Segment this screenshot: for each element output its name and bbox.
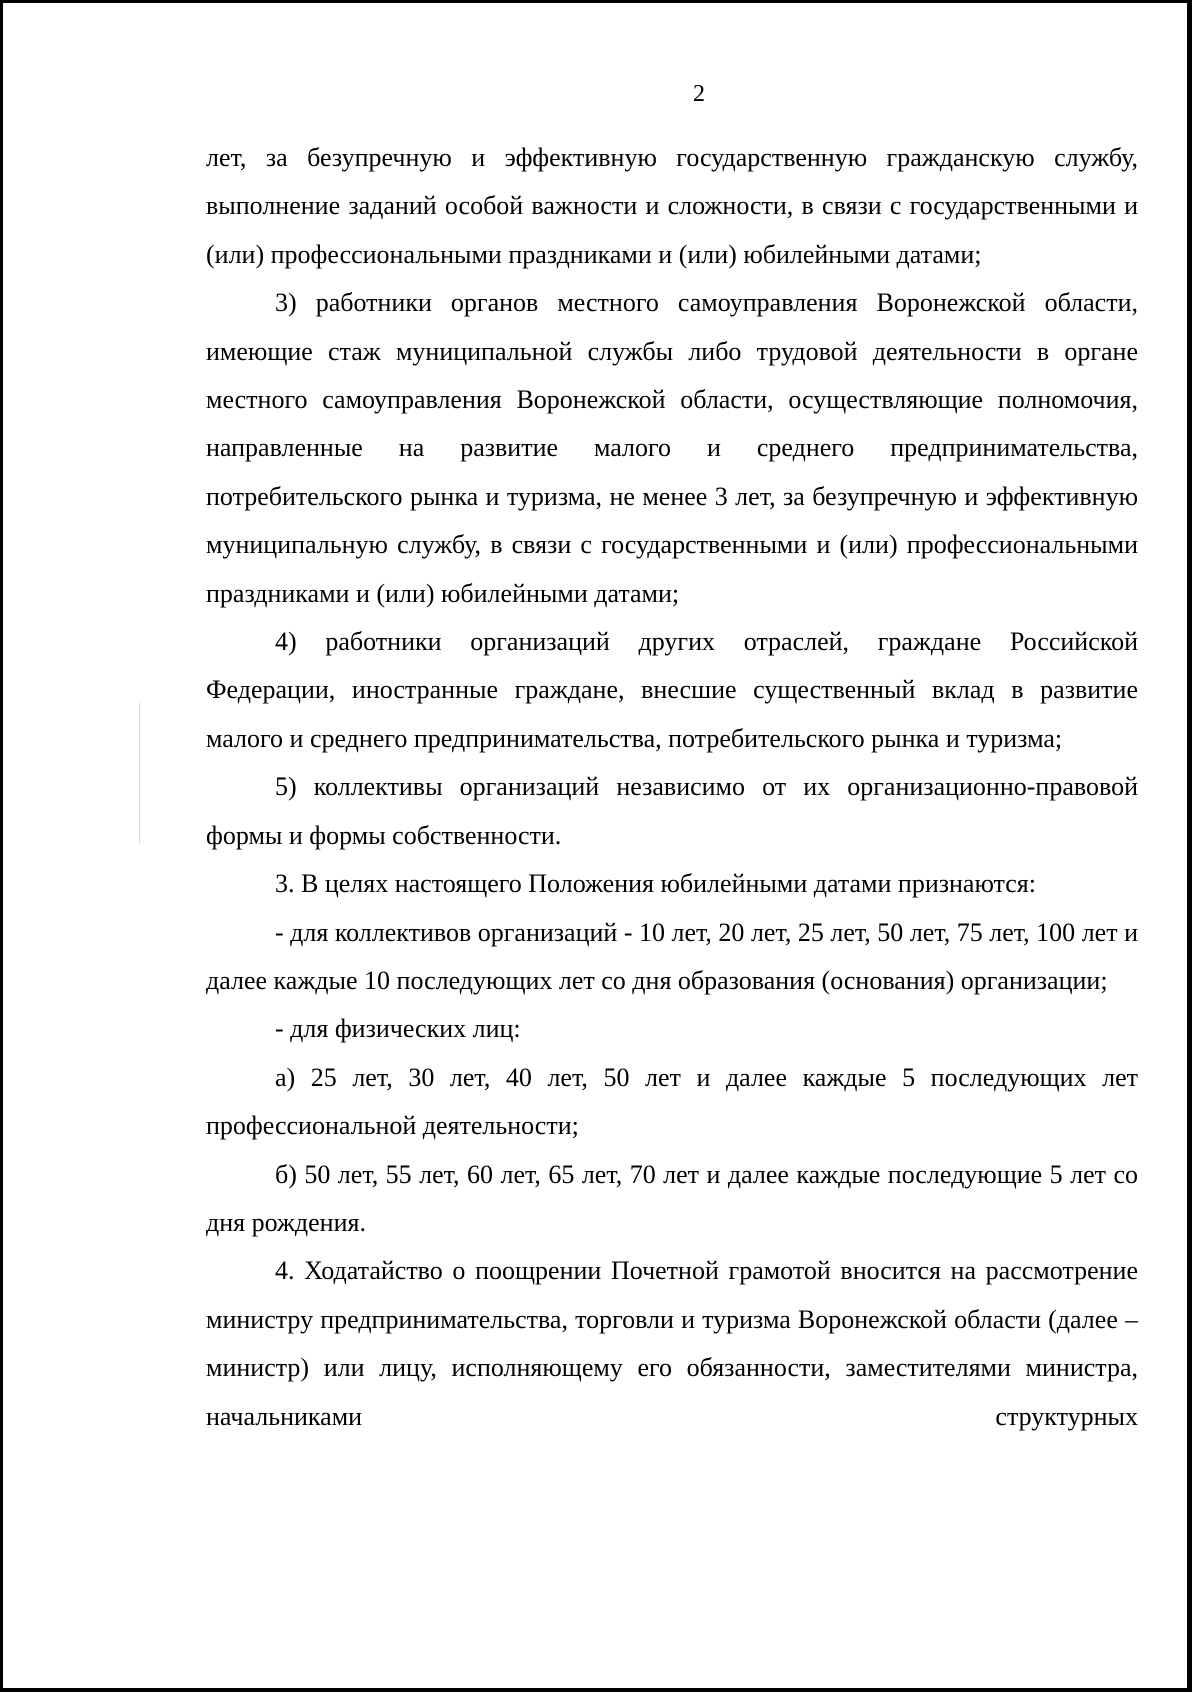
paragraph: лет, за безупречную и эффективную государственную гражданскую службу, выполнение заданий особой важности и сложности, в связи с государственными и (или) профессиональными праздниками и (или) юбилейными датами; — [206, 143, 1138, 269]
paragraph-item-5: 5) коллективы организаций независимо от их организационно-правовой формы и формы собственности. — [206, 772, 1138, 850]
paragraph-section-3: 3. В целях настоящего Положения юбилейными датами признаются: — [275, 869, 1036, 899]
paragraph-collectives-dates: - для коллективов организаций - 10 лет, 20 лет, 25 лет, 50 лет, 75 лет, 100 лет и далее каждые 10 последующих лет со дня образования (основания) организации; — [206, 917, 1138, 995]
paragraph-individuals: - для физических лиц: — [275, 1014, 521, 1044]
paragraph-item-4: 4) работники организаций других отраслей, граждане Российской Федерации, иностранные граждане, внесшие существенный вклад в развитие малого и среднего предпринимательства, потребительского рынка и туризма; — [206, 627, 1138, 753]
scan-artifact-line — [139, 703, 140, 843]
document-body — [206, 134, 1138, 1441]
paragraph-section-4: 4. Ходатайство о поощрении Почетной грамотой вносится на рассмотрение министру предпринимательства, торговли и туризма Воронежской области (далее – министр) или лицу, исполняющему его обязанности, заместителями министра, начальниками структурных — [206, 1256, 1138, 1431]
paragraph-item-3: 3) работники органов местного самоуправления Воронежской области, имеющие стаж муниципальной службы либо трудовой деятельности в органе местного самоуправления Воронежской области, осуществляющие полномочия, направленные на развитие малого и среднего предпринимательства, потребительского рынка и туризма, не менее 3 лет, за безупречную и эффективную муниципальную службу, в связи с государственными и (или) профессиональными праздниками и (или) юбилейными датами; — [206, 288, 1138, 608]
paragraph-subitem-b: б) 50 лет, 55 лет, 60 лет, 65 лет, 70 лет и далее каждые последующие 5 лет со дня рождения. — [206, 1159, 1138, 1237]
page-number: 2 — [693, 81, 705, 107]
paragraph-subitem-a: а) 25 лет, 30 лет, 40 лет, 50 лет и далее каждые 5 последующих лет профессиональной деятельности; — [206, 1062, 1138, 1141]
